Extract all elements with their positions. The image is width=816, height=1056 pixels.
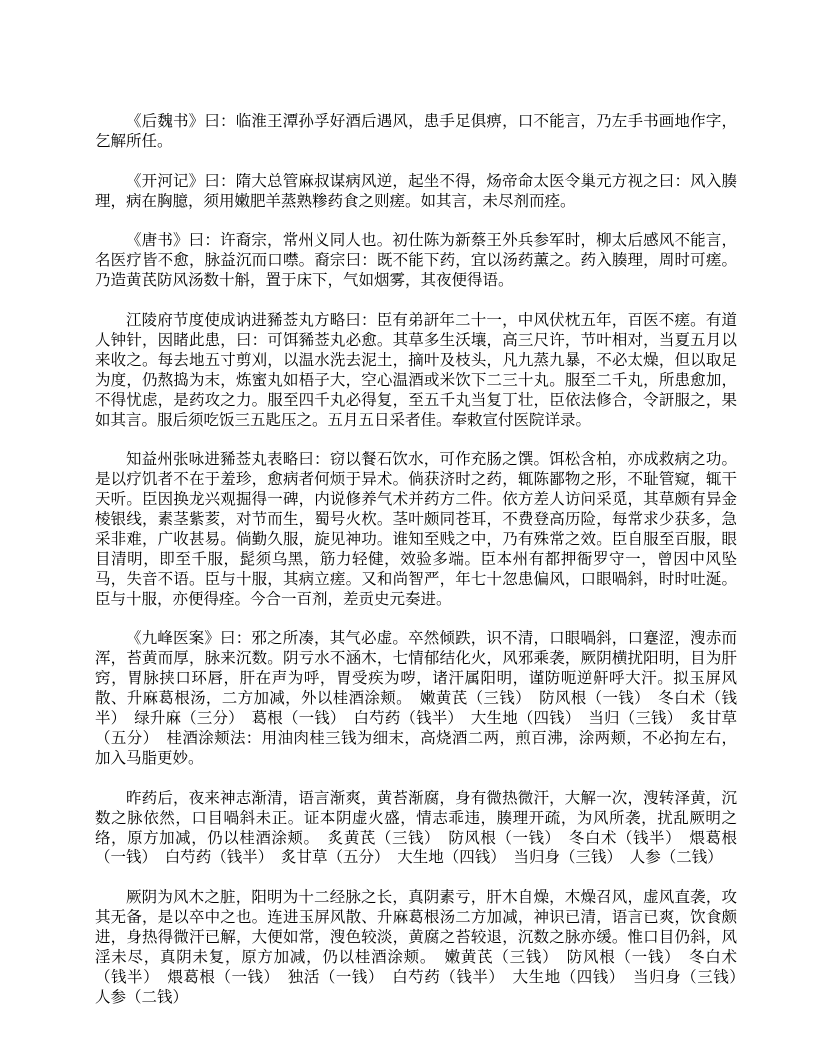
paragraph-zhangyong-xixian-pill: 知益州张咏进豨莶丸表略曰：窃以餐石饮水，可作充肠之馔。饵松含柏，亦成救病之功。是以疗饥者不在于羞珍，愈病者何烦于异术。倘获济时之药，辄陈鄙物之形，不耻管窥，辄干天听。臣因换龙兴观掘得一碑，内说修养气术并药方二件。依方差人访问采觅，其草颇有异金棱银线，素茎紫荄，对节而生，蜀号火杴。茎叶颇同苍耳，不费登高历险，每常求少获多，急采非难，广收甚易。倘勤久服，旋见神功。谁知至贱之中，乃有殊常之效。臣自服至百服，眼目清明，即至千服，髭须乌黑，筋力轻健，效验多端。臣本州有都押衙罗守一，曾因中风坠马，失音不语。臣与十服，其病立瘥。又和尚智严，年七十忽患偏风，口眼喎斜，时时吐涎。臣与十服，亦便得痊。今合一百剂，差贡史元奏进。 <box>95 451 737 608</box>
paragraph-jiufeng-case-2: 昨药后，夜来神志渐清，语言渐爽，黄苔渐腐，身有微热微汗，大解一次，溲转泽黄，沉数之脉依然，口目喎斜未正。证本阴虚火盛，情志乖违，腠理开疏，为风所袭，扰乱厥明之络，原方加减，仍以桂酒涂颊。 炙黄芪（三钱） 防风根（一钱） 冬白术（钱半） 煨葛根（一钱） 白芍药（钱半） 炙甘草（五分） 大生地（四钱） 当归身（三钱） 人参（二钱） <box>95 789 737 867</box>
paragraph-jiufeng-case-1: 《九峰医案》曰：邪之所凑，其气必虚。卒然倾跌，识不清，口眼喎斜，口蹇涩，溲赤而浑，苔黄而厚，脉来沉数。阴亏水不涵木，七情郁结化火，风邪乘袭，厥阴横扰阳明，目为肝窍，胃脉挟口环唇，肝在声为呼，胃受疾为哕，诸汗属阳明，谨防呃逆鼾呼大汗。拟玉屏风散、升麻葛根汤，二方加减，外以桂酒涂颊。 嫩黄芪（三钱） 防风根（一钱） 冬白术（钱半） 绿升麻（三分） 葛根（一钱） 白芍药（钱半） 大生地（四钱） 当归（三钱） 炙甘草（五分） 桂酒涂颊法：用油肉桂三钱为细末，高烧酒二两，煎百沸，涂两颊，不必拘左右，加入马脂更妙。 <box>95 630 737 767</box>
paragraph-tangshu: 《唐书》曰：许裔宗，常州义同人也。初仕陈为新蔡王外兵参军时，柳太后感风不能言，名医疗皆不愈，脉益沉而口噤。裔宗曰：既不能下药，宜以汤药薰之。药入腠理，周时可瘥。乃造黄芪防风汤数十斛，置于床下，气如烟雾，其夜便得语。 <box>95 232 737 290</box>
paragraph-houweishu: 《后魏书》曰：临淮王潭孙孚好酒后遇风，患手足俱痹，口不能言，乃左手书画地作字，乞解所任。 <box>95 113 737 150</box>
paragraph-kaiheji: 《开河记》曰：隋大总管麻叔谋病风逆，起坐不得，炀帝命太医令巢元方视之曰：风入腠理，病在胸臆，须用嫩肥羊蒸熟糁药食之则瘥。如其言，未尽剂而痊。 <box>95 172 737 210</box>
paragraph-jianglingfu-xixian-pill: 江陵府节度使成讷进豨莶丸方略曰：臣有弟訮年二十一，中风伏枕五年，百医不瘥。有道人钟针，因睹此患，曰：可饵豨莶丸必愈。其草多生沃壤，高三尺许，节叶相对，当夏五月以来收之。每去地五寸剪刈，以温水洗去泥土，摘叶及枝头，凡九蒸九暴，不必太燥，但以取足为度，仍熬捣为末，炼蜜丸如梧子大，空心温酒或米饮下二三十丸。服至二千丸，所患愈加，不得忧虑，是药攻之力。服至四千丸必得复，至五千丸当复丁壮，臣依法修合，令訮服之，果如其言。服后须吃饭三五匙压之。五月五日采者佳。奉敕宣付医院详录。 <box>95 312 737 429</box>
paragraph-jiufeng-case-3: 厥阴为风木之脏，阳明为十二经脉之长，真阴素亏，肝木自燥，木燥召风，虚风直袭，攻其无备，是以卒中之也。连进玉屏风散、升麻葛根汤二方加减，神识已清，语言已爽，饮食颇进，身热得微汗已解，大便如常，溲色较淡，黄腐之苔较退，沉数之脉亦缓。惟口目仍斜，风淫未尽，真阴未复，原方加减，仍以桂酒涂颊。 嫩黄芪（三钱） 防风根（一钱） 冬白术（钱半） 煨葛根（一钱） 独活（一钱） 白芍药（钱半） 大生地（四钱） 当归身（三钱） 人参（二钱） <box>95 889 753 1006</box>
